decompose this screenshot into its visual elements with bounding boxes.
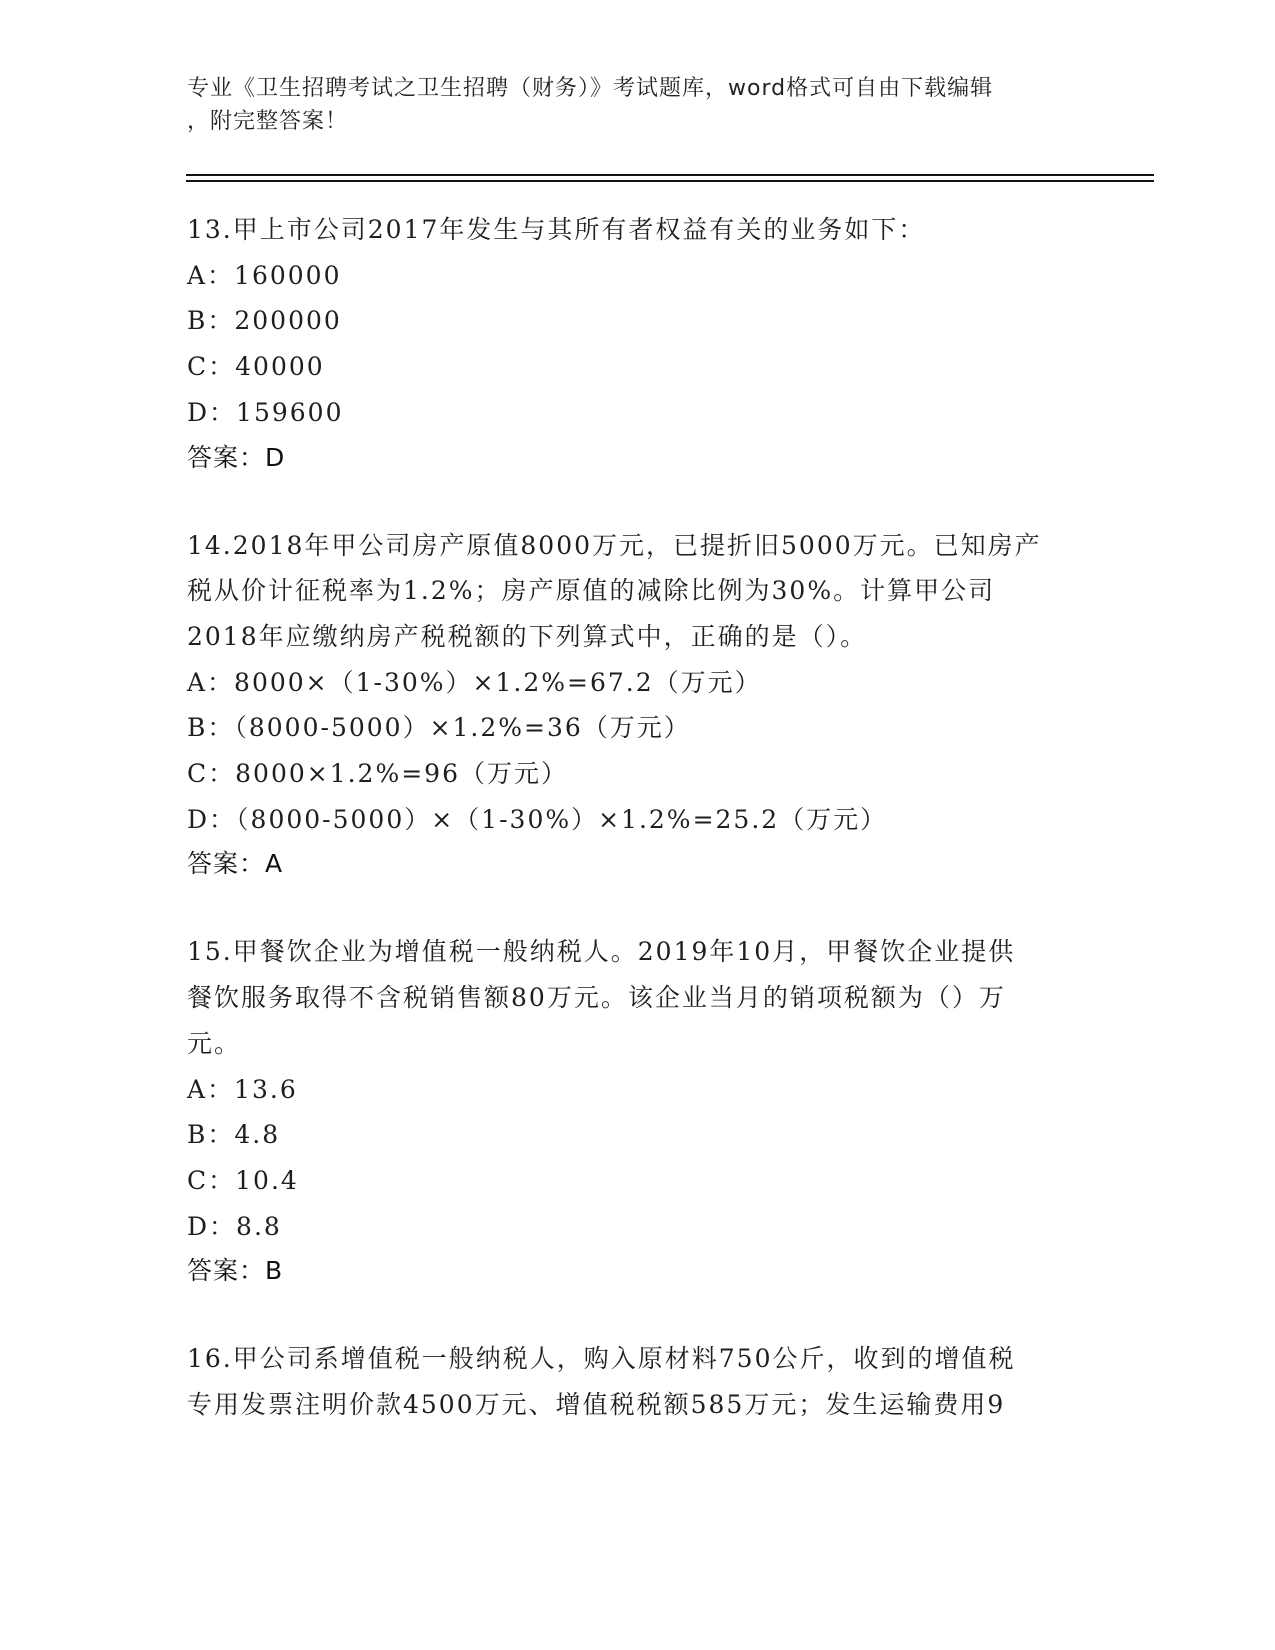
question-stem-line: 专用发票注明价款4500万元、增值税税额585万元；发生运输费用9 xyxy=(187,1390,1006,1420)
option-c: C：8000×1.2%=96（万元） xyxy=(187,759,568,789)
answer-line: 答案：B xyxy=(187,1256,284,1286)
question-14 xyxy=(187,523,1087,886)
option-d: D：8.8 xyxy=(187,1211,282,1241)
question-stem-line: 税从价计征税率为1.2%；房产原值的减除比例为30%。计算甲公司 xyxy=(187,576,996,606)
question-15 xyxy=(187,929,1087,1292)
question-16 xyxy=(187,1336,1087,1427)
question-list xyxy=(187,207,1087,1472)
answer-line: 答案：A xyxy=(187,849,284,879)
option-a: A：8000×（1-30%）×1.2%=67.2（万元） xyxy=(187,667,762,697)
option-a: A：13.6 xyxy=(187,1074,298,1104)
question-stem: 13.甲上市公司2017年发生与其所有者权益有关的业务如下： xyxy=(187,215,926,244)
option-b: B：4.8 xyxy=(187,1120,281,1150)
option-c: C：40000 xyxy=(187,352,325,382)
option-c: C：10.4 xyxy=(187,1165,299,1195)
header-line-2: ，附完整答案！ xyxy=(187,109,349,134)
header-line-1: 专业《卫生招聘考试之卫生招聘（财务）》考试题库，word格式可自由下载编辑 xyxy=(187,76,994,101)
option-d: D：（8000-5000）×（1-30%）×1.2%=25.2（万元） xyxy=(187,804,888,834)
question-stem-line: 16.甲公司系增值税一般纳税人，购入原材料750公斤，收到的增值税 xyxy=(187,1344,1016,1374)
option-d: D：159600 xyxy=(187,397,344,427)
header-divider-bottom xyxy=(186,180,1154,182)
question-stem-line: 2018年应缴纳房产税税额的下列算式中，正确的是（）。 xyxy=(187,621,868,651)
question-stem-line: 14.2018年甲公司房产原值8000万元，已提折旧5000万元。已知房产 xyxy=(187,530,1042,560)
question-stem-line: 元。 xyxy=(187,1028,242,1058)
answer-line: 答案：D xyxy=(187,442,286,472)
option-a: A：160000 xyxy=(187,260,342,290)
document-header xyxy=(187,72,1067,138)
question-13 xyxy=(187,207,1087,479)
option-b: B：200000 xyxy=(187,306,342,336)
header-divider-top xyxy=(186,174,1154,176)
option-b: B：（8000-5000）×1.2%=36（万元） xyxy=(187,713,691,743)
question-stem-line: 餐饮服务取得不含税销售额80万元。该企业当月的销项税额为（）万 xyxy=(187,983,1006,1013)
question-stem-line: 15.甲餐饮企业为增值税一般纳税人。2019年10月，甲餐饮企业提供 xyxy=(187,937,1016,967)
